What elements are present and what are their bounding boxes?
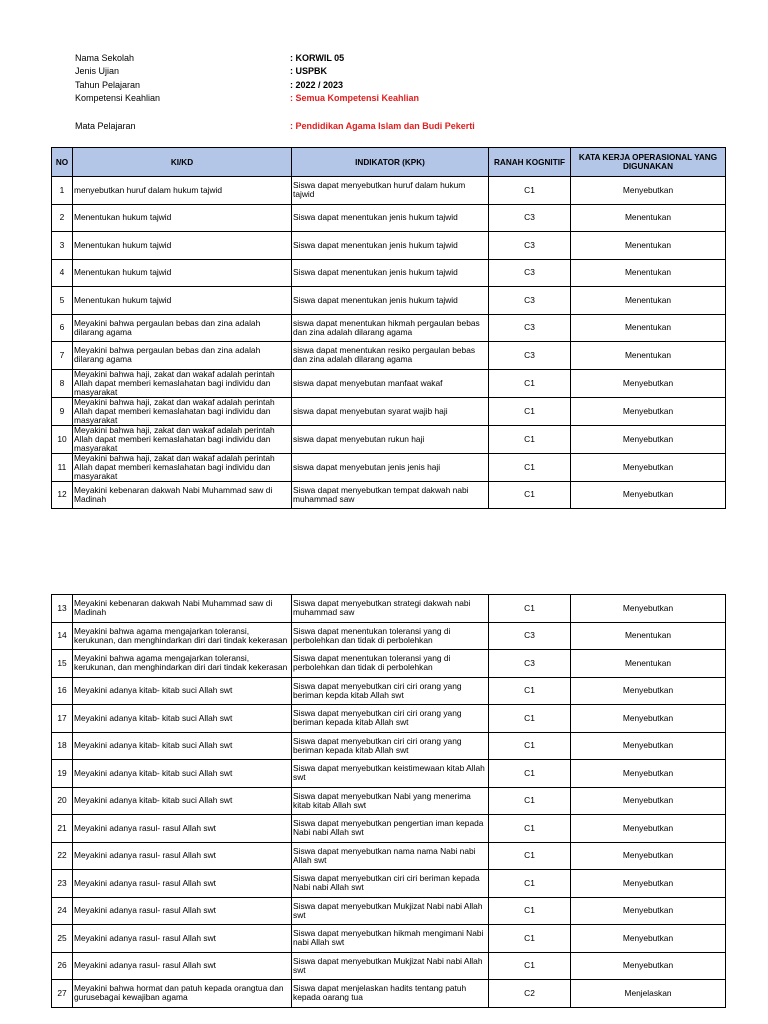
table-row	[52, 314, 726, 342]
ranah-kognitif-cell: C3	[489, 650, 571, 678]
row-number: 13	[52, 595, 73, 623]
kata-kerja-cell: Menyebutkan	[571, 842, 726, 870]
row-number: 25	[52, 925, 73, 953]
row-number: 8	[52, 369, 73, 397]
table-row	[52, 677, 726, 705]
kikd-cell: Meyakini adanya kitab- kitab suci Allah swt	[73, 677, 292, 705]
ranah-kognitif-cell: C1	[489, 760, 571, 788]
table-row	[52, 705, 726, 733]
jenis-ujian-value: : USPBK	[290, 66, 328, 76]
jenis-ujian-label: Jenis Ujian	[75, 66, 120, 76]
row-number: 6	[52, 314, 73, 342]
indikator-cell: Siswa dapat menyebutkan Mukjizat Nabi nabi Allah swt	[292, 952, 489, 980]
kata-kerja-cell: Menyebutkan	[571, 760, 726, 788]
ranah-kognitif-cell: C1	[489, 177, 571, 205]
kikd-cell: Meyakini bahwa agama mengajarkan toleransi, kerukunan, dan menghindarkan diri dari tindak kekerasan	[73, 622, 292, 650]
kata-kerja-cell: Menentukan	[571, 204, 726, 232]
table-row	[52, 842, 726, 870]
indikator-cell: siswa dapat menyebutan rukun haji	[292, 425, 489, 453]
table-row	[52, 232, 726, 260]
kikd-cell: Meyakini adanya rasul- rasul Allah swt	[73, 870, 292, 898]
ranah-kognitif-cell: C1	[489, 925, 571, 953]
kata-kerja-cell: Menyebutkan	[571, 397, 726, 425]
kikd-cell: Meyakini adanya rasul- rasul Allah swt	[73, 842, 292, 870]
indikator-cell: Siswa dapat menentukan toleransi yang di perbolehkan dan tidak di perbolehkan	[292, 650, 489, 678]
kikd-cell: Meyakini kebenaran dakwah Nabi Muhammad saw di Madinah	[73, 595, 292, 623]
table-row	[52, 622, 726, 650]
kata-kerja-cell: Menyebutkan	[571, 787, 726, 815]
row-number: 2	[52, 204, 73, 232]
kikd-cell: Meyakini adanya kitab- kitab suci Allah swt	[73, 732, 292, 760]
ranah-kognitif-cell: C1	[489, 453, 571, 481]
table-header-row	[52, 148, 726, 177]
ranah-kognitif-cell: C2	[489, 980, 571, 1008]
table-row	[52, 760, 726, 788]
row-number: 10	[52, 425, 73, 453]
table-row	[52, 952, 726, 980]
indikator-cell: Siswa dapat menyebutkan huruf dalam hukum tajwid	[292, 177, 489, 205]
row-number: 18	[52, 732, 73, 760]
row-number: 15	[52, 650, 73, 678]
tahun-pelajaran-value: : 2022 / 2023	[290, 80, 344, 90]
row-number: 26	[52, 952, 73, 980]
column-header-ranah: RANAH KOGNITIF	[489, 148, 571, 177]
kikd-cell: Menentukan hukum tajwid	[73, 204, 292, 232]
indikator-cell: Siswa dapat menyebutkan ciri ciri orang yang beriman kepada kitab Allah swt	[292, 732, 489, 760]
nama-sekolah-label: Nama Sekolah	[75, 53, 135, 63]
ranah-kognitif-cell: C1	[489, 815, 571, 843]
kata-kerja-cell: Menyebutkan	[571, 925, 726, 953]
kikd-cell: Menentukan hukum tajwid	[73, 232, 292, 260]
ranah-kognitif-cell: C3	[489, 259, 571, 287]
kata-kerja-cell: Menentukan	[571, 259, 726, 287]
row-number: 3	[52, 232, 73, 260]
kikd-cell: Meyakini bahwa pergaulan bebas dan zina adalah dilarang agama	[73, 314, 292, 342]
indikator-cell: Siswa dapat menentukan jenis hukum tajwid	[292, 259, 489, 287]
row-number: 16	[52, 677, 73, 705]
kikd-cell: Meyakini adanya rasul- rasul Allah swt	[73, 897, 292, 925]
kata-kerja-cell: Menyebutkan	[571, 870, 726, 898]
ranah-kognitif-cell: C3	[489, 232, 571, 260]
kata-kerja-cell: Menentukan	[571, 342, 726, 370]
kata-kerja-cell: Menyebutkan	[571, 732, 726, 760]
indikator-cell: Siswa dapat menjelaskan hadits tentang patuh kepada oarang tua	[292, 980, 489, 1008]
column-header-indikator: INDIKATOR (KPK)	[292, 148, 489, 177]
table-row	[52, 481, 726, 509]
indikator-cell: Siswa dapat menentukan jenis hukum tajwid	[292, 232, 489, 260]
kata-kerja-cell: Menyebutkan	[571, 815, 726, 843]
kikd-cell: Meyakini adanya kitab- kitab suci Allah swt	[73, 760, 292, 788]
kikd-cell: Meyakini bahwa haji, zakat dan wakaf adalah perintah Allah dapat memberi kemaslahatan bagi individu dan masyarakat	[73, 369, 292, 397]
table-row	[52, 925, 726, 953]
table-row	[52, 815, 726, 843]
table-row	[52, 980, 726, 1008]
ranah-kognitif-cell: C1	[489, 397, 571, 425]
kata-kerja-cell: Menentukan	[571, 287, 726, 315]
table-row	[52, 897, 726, 925]
row-number: 22	[52, 842, 73, 870]
ranah-kognitif-cell: C1	[489, 595, 571, 623]
ranah-kognitif-cell: C1	[489, 787, 571, 815]
tahun-pelajaran-label: Tahun Pelajaran	[75, 80, 141, 90]
table-row	[52, 287, 726, 315]
ranah-kognitif-cell: C1	[489, 705, 571, 733]
indikator-cell: Siswa dapat menyebutkan ciri ciri beriman kepada Nabi nabi Allah swt	[292, 870, 489, 898]
table-row	[52, 425, 726, 453]
table-row	[52, 342, 726, 370]
kata-kerja-cell: Menentukan	[571, 622, 726, 650]
kikd-cell: Meyakini adanya rasul- rasul Allah swt	[73, 815, 292, 843]
ranah-kognitif-cell: C1	[489, 870, 571, 898]
kata-kerja-cell: Menyebutkan	[571, 177, 726, 205]
indikator-cell: Siswa dapat menyebutkan Mukjizat Nabi nabi Allah swt	[292, 897, 489, 925]
indikator-cell: Siswa dapat menyebutkan keistimewaan kitab Allah swt	[292, 760, 489, 788]
kikd-cell: Meyakini bahwa agama mengajarkan toleransi, kerukunan, dan menghindarkan diri dari tindak kekerasan	[73, 650, 292, 678]
indikator-cell: Siswa dapat menentukan toleransi yang di perbolehkan dan tidak di perbolehkan	[292, 622, 489, 650]
ranah-kognitif-cell: C3	[489, 204, 571, 232]
row-number: 23	[52, 870, 73, 898]
indikator-cell: siswa dapat menentukan resiko pergaulan bebas dan zina adalah dilarang agama	[292, 342, 489, 370]
column-header-no: NO	[52, 148, 73, 177]
table-row	[52, 453, 726, 481]
table-row	[52, 595, 726, 623]
row-number: 17	[52, 705, 73, 733]
kikd-cell: Meyakini bahwa hormat dan patuh kepada orangtua dan gurusebagai kewajiban agama	[73, 980, 292, 1008]
indikator-cell: Siswa dapat menyebutkan ciri ciri orang yang beriman kepda kitab Allah swt	[292, 677, 489, 705]
indikator-cell: Siswa dapat menyebutkan pengertian iman kepada Nabi nabi Allah swt	[292, 815, 489, 843]
indikator-cell: Siswa dapat menyebutkan strategi dakwah nabi muhammad saw	[292, 595, 489, 623]
row-number: 27	[52, 980, 73, 1008]
kata-kerja-cell: Menjelaskan	[571, 980, 726, 1008]
row-number: 9	[52, 397, 73, 425]
table-row	[52, 732, 726, 760]
ranah-kognitif-cell: C1	[489, 677, 571, 705]
kata-kerja-cell: Menyebutkan	[571, 595, 726, 623]
kikd-cell: Menentukan hukum tajwid	[73, 259, 292, 287]
kisi-kisi-table-page-2	[51, 594, 726, 1008]
table-row	[52, 204, 726, 232]
column-header-kikd: KI/KD	[73, 148, 292, 177]
row-number: 14	[52, 622, 73, 650]
ranah-kognitif-cell: C3	[489, 287, 571, 315]
indikator-cell: siswa dapat menentukan hikmah pergaulan bebas dan zina adalah dilarang agama	[292, 314, 489, 342]
ranah-kognitif-cell: C3	[489, 342, 571, 370]
kisi-kisi-table-page-1	[51, 147, 726, 509]
indikator-cell: Siswa dapat menyebutkan hikmah mengimani Nabi nabi Allah swt	[292, 925, 489, 953]
row-number: 12	[52, 481, 73, 509]
ranah-kognitif-cell: C1	[489, 481, 571, 509]
ranah-kognitif-cell: C1	[489, 369, 571, 397]
row-number: 7	[52, 342, 73, 370]
indikator-cell: siswa dapat menyebutan jenis jenis haji	[292, 453, 489, 481]
kikd-cell: Meyakini adanya rasul- rasul Allah swt	[73, 925, 292, 953]
kata-kerja-cell: Menyebutkan	[571, 952, 726, 980]
row-number: 19	[52, 760, 73, 788]
mata-pelajaran-label: Mata Pelajaran	[75, 121, 136, 131]
indikator-cell: Siswa dapat menyebutkan Nabi yang menerima kitab kitab Allah swt	[292, 787, 489, 815]
table-row	[52, 870, 726, 898]
table-body-page-1	[52, 177, 726, 509]
row-number: 5	[52, 287, 73, 315]
indikator-cell: Siswa dapat menyebutkan ciri ciri orang yang beriman kepada kitab Allah swt	[292, 705, 489, 733]
indikator-cell: Siswa dapat menyebutkan tempat dakwah nabi muhammad saw	[292, 481, 489, 509]
kompetensi-keahlian-value: : Semua Kompetensi Keahlian	[290, 93, 420, 103]
table-row	[52, 177, 726, 205]
table-row	[52, 787, 726, 815]
kata-kerja-cell: Menyebutkan	[571, 705, 726, 733]
table-row	[52, 397, 726, 425]
kata-kerja-cell: Menyebutkan	[571, 897, 726, 925]
kikd-cell: Menentukan hukum tajwid	[73, 287, 292, 315]
indikator-cell: Siswa dapat menentukan jenis hukum tajwid	[292, 287, 489, 315]
row-number: 20	[52, 787, 73, 815]
ranah-kognitif-cell: C3	[489, 622, 571, 650]
ranah-kognitif-cell: C1	[489, 425, 571, 453]
column-header-kko: KATA KERJA OPERASIONAL YANG DIGUNAKAN	[571, 148, 726, 177]
kata-kerja-cell: Menentukan	[571, 650, 726, 678]
table-row	[52, 650, 726, 678]
mata-pelajaran-value: : Pendidikan Agama Islam dan Budi Pekerti	[290, 121, 475, 131]
row-number: 11	[52, 453, 73, 481]
kata-kerja-cell: Menyebutkan	[571, 677, 726, 705]
ranah-kognitif-cell: C1	[489, 842, 571, 870]
table-body-page-2	[52, 595, 726, 1008]
kata-kerja-cell: Menyebutkan	[571, 369, 726, 397]
ranah-kognitif-cell: C1	[489, 897, 571, 925]
kata-kerja-cell: Menyebutkan	[571, 425, 726, 453]
indikator-cell: siswa dapat menyebutan manfaat wakaf	[292, 369, 489, 397]
kikd-cell: Meyakini adanya rasul- rasul Allah swt	[73, 952, 292, 980]
kikd-cell: Meyakini bahwa haji, zakat dan wakaf adalah perintah Allah dapat memberi kemaslahatan bagi individu dan masyarakat	[73, 453, 292, 481]
indikator-cell: Siswa dapat menentukan jenis hukum tajwid	[292, 204, 489, 232]
ranah-kognitif-cell: C1	[489, 732, 571, 760]
ranah-kognitif-cell: C3	[489, 314, 571, 342]
kikd-cell: menyebutkan huruf dalam hukum tajwid	[73, 177, 292, 205]
kikd-cell: Meyakini bahwa haji, zakat dan wakaf adalah perintah Allah dapat memberi kemaslahatan bagi individu dan masyarakat	[73, 397, 292, 425]
indikator-cell: Siswa dapat menyebutkan nama nama Nabi nabi Allah swt	[292, 842, 489, 870]
kata-kerja-cell: Menentukan	[571, 232, 726, 260]
kompetensi-keahlian-label: Kompetensi Keahlian	[75, 93, 161, 103]
row-number: 1	[52, 177, 73, 205]
ranah-kognitif-cell: C1	[489, 952, 571, 980]
nama-sekolah-value: : KORWIL 05	[290, 53, 345, 63]
row-number: 24	[52, 897, 73, 925]
kata-kerja-cell: Menyebutkan	[571, 481, 726, 509]
row-number: 4	[52, 259, 73, 287]
kikd-cell: Meyakini adanya kitab- kitab suci Allah swt	[73, 787, 292, 815]
table-row	[52, 369, 726, 397]
table-row	[52, 259, 726, 287]
kikd-cell: Meyakini kebenaran dakwah Nabi Muhammad saw di Madinah	[73, 481, 292, 509]
kata-kerja-cell: Menyebutkan	[571, 453, 726, 481]
kikd-cell: Meyakini bahwa pergaulan bebas dan zina adalah dilarang agama	[73, 342, 292, 370]
kikd-cell: Meyakini adanya kitab- kitab suci Allah swt	[73, 705, 292, 733]
indikator-cell: siswa dapat menyebutan syarat wajib haji	[292, 397, 489, 425]
kikd-cell: Meyakini bahwa haji, zakat dan wakaf adalah perintah Allah dapat memberi kemaslahatan bagi individu dan masyarakat	[73, 425, 292, 453]
row-number: 21	[52, 815, 73, 843]
kata-kerja-cell: Menentukan	[571, 314, 726, 342]
